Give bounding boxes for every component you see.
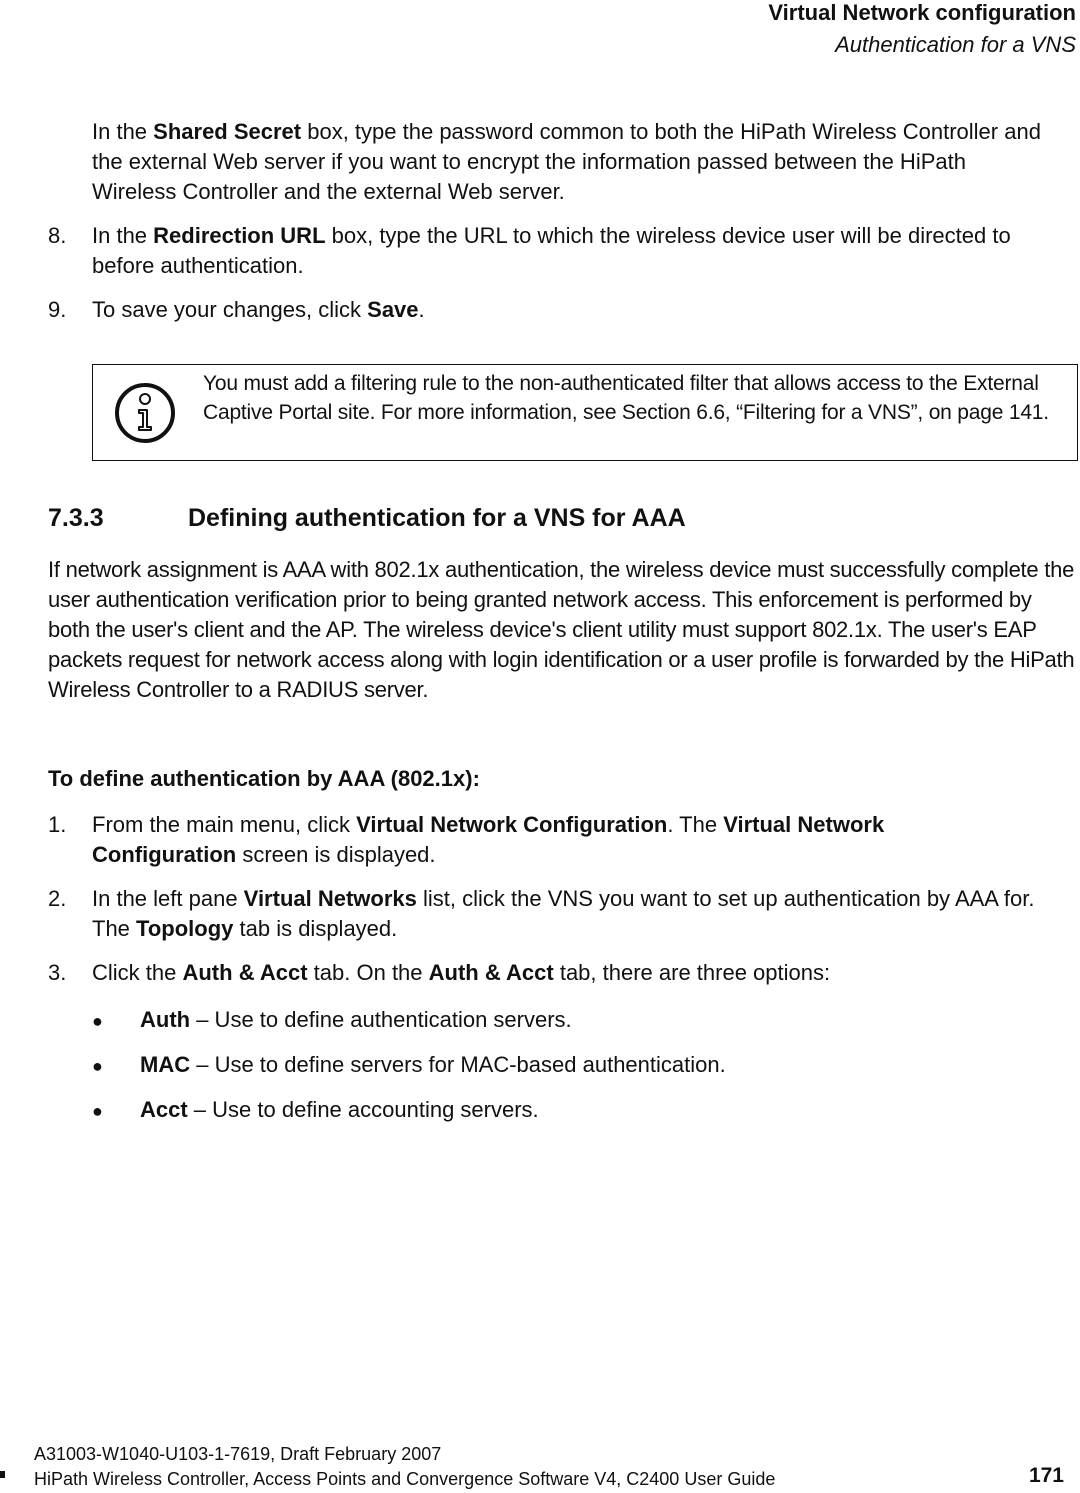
text-run: . bbox=[418, 297, 425, 322]
bullet-item bbox=[140, 1095, 539, 1125]
text-run: . The bbox=[667, 812, 724, 837]
bold-term: Virtual Networks bbox=[243, 886, 417, 911]
bold-term: Auth & Acct bbox=[428, 960, 554, 985]
note-text: You must add a filtering rule to the non-authenticated filter that allows access to the External Captive Portal site. For more information, see Section 6.6, “Filtering for a VNS”, on page 141. bbox=[203, 372, 1049, 424]
section-title: Defining authentication for a VNS for AAA bbox=[188, 504, 686, 532]
note-box bbox=[92, 364, 1078, 461]
text-run: To save your changes, click bbox=[92, 297, 368, 322]
step-9-text bbox=[92, 295, 1032, 325]
bold-term: Auth & Acct bbox=[182, 960, 308, 985]
text-run: From the main menu, click bbox=[92, 812, 357, 837]
bold-term: Virtual Network Configuration bbox=[92, 812, 885, 867]
text-run: – Use to define authentication servers. bbox=[190, 1007, 572, 1032]
text-run: box, type the URL to which the wireless device user will be directed to before authentication. bbox=[92, 223, 1011, 278]
text-run: – Use to define accounting servers. bbox=[187, 1097, 539, 1122]
bold-term: Save bbox=[367, 297, 419, 322]
bullet-icon: ● bbox=[92, 1101, 103, 1121]
step-number: 1. bbox=[48, 812, 67, 837]
footer-document-id: A31003-W1040-U103-1-7619, Draft February 2007 bbox=[34, 1444, 442, 1464]
aaa-description-paragraph: If network assignment is AAA with 802.1x authentication, the wireless device must successfully complete the user authentication verification prior to being granted network access. This enforcement is performed by both the user's client and the AP. The wireless device's client utility must support 802.1x. The user's EAP packets request for network access along with login identification or a user profile is forwarded by the HiPath Wireless Controller to a RADIUS server. bbox=[48, 557, 1075, 702]
text-run: list, click the VNS you want to set up authentication by AAA for. The bbox=[92, 886, 1035, 941]
step-number: 9. bbox=[48, 297, 67, 322]
text-run: In the left pane bbox=[92, 886, 244, 911]
step-number: 2. bbox=[48, 886, 67, 911]
text-run: screen is displayed. bbox=[236, 842, 436, 867]
footer-guide-title: HiPath Wireless Controller, Access Points and Convergence Software V4, C2400 User Guide bbox=[34, 1469, 776, 1489]
procedure-heading: To define authentication by AAA (802.1x): bbox=[48, 766, 480, 791]
bold-term: Shared Secret bbox=[153, 119, 302, 144]
step-3-text bbox=[92, 958, 1052, 988]
step-1-text bbox=[92, 810, 1022, 870]
bullet-icon: ● bbox=[92, 1056, 103, 1076]
text-run: box, type the password common to both the HiPath Wireless Controller and the external Web server if you want to encrypt the information passed between the HiPath Wireless Controller and the external Web server. bbox=[92, 119, 1041, 204]
margin-marker bbox=[0, 1471, 5, 1478]
text-run: tab. On the bbox=[307, 960, 429, 985]
bold-term: Redirection URL bbox=[153, 223, 326, 248]
step-number: 3. bbox=[48, 960, 67, 985]
bullet-item bbox=[140, 1050, 726, 1080]
bullet-icon: ● bbox=[92, 1011, 103, 1031]
bold-term: Topology bbox=[136, 916, 234, 941]
bold-term: Acct bbox=[140, 1097, 188, 1122]
bold-term: Virtual Network Configuration bbox=[356, 812, 668, 837]
running-header-subtitle: Authentication for a VNS bbox=[835, 32, 1076, 57]
running-header-title: Virtual Network configuration bbox=[768, 0, 1076, 25]
text-run: In the bbox=[92, 119, 154, 144]
page-number: 171 bbox=[1028, 1464, 1064, 1487]
text-run: tab is displayed. bbox=[233, 916, 398, 941]
step-8-text bbox=[92, 221, 1032, 281]
text-run: In the bbox=[92, 223, 154, 248]
bullet-item bbox=[140, 1005, 572, 1035]
step-number: 8. bbox=[48, 223, 67, 248]
text-run: – Use to define servers for MAC-based authentication. bbox=[190, 1052, 726, 1077]
text-run: tab, there are three options: bbox=[553, 960, 831, 985]
text-run: Click the bbox=[92, 960, 183, 985]
section-number: 7.3.3 bbox=[48, 504, 104, 532]
bold-term: Auth bbox=[140, 1007, 191, 1032]
info-icon bbox=[113, 381, 177, 445]
bold-term: MAC bbox=[140, 1052, 191, 1077]
shared-secret-paragraph bbox=[92, 117, 1052, 207]
step-2-text bbox=[92, 884, 1074, 944]
